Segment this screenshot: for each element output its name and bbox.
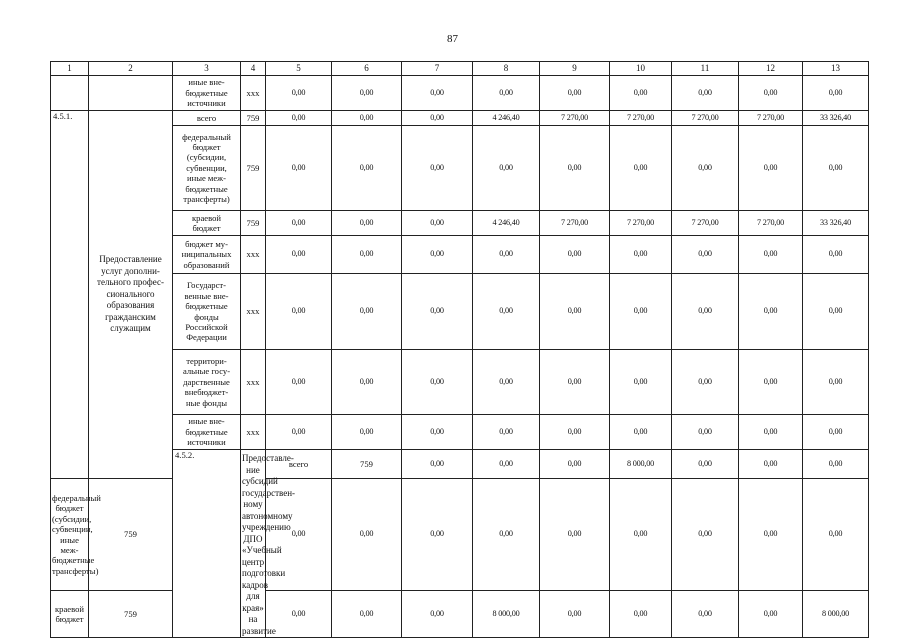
amount-cell: 0,00 [803, 274, 869, 350]
amount-cell: 0,00 [332, 126, 402, 211]
amount-cell: 0,00 [540, 126, 610, 211]
amount-cell: 0,00 [610, 478, 672, 591]
funding-source: всего [173, 111, 241, 126]
funding-source: Государст- венные вне- бюджетные фонды Российской Федерации [173, 274, 241, 350]
amount-cell: 0,00 [540, 591, 610, 638]
amount-cell: 0,00 [332, 415, 402, 450]
amount-cell: 33 326,40 [803, 111, 869, 126]
amount-cell: 0,00 [672, 350, 739, 415]
amount-cell: 0,00 [332, 76, 402, 111]
column-header-2: 2 [89, 62, 173, 76]
amount-cell: 0,00 [610, 350, 672, 415]
amount-cell: 0,00 [610, 236, 672, 274]
funding-source: всего [266, 450, 332, 479]
amount-cell: 0,00 [332, 111, 402, 126]
amount-cell: 0,00 [803, 350, 869, 415]
funding-source: иные вне- бюджетные источники [173, 76, 241, 111]
amount-cell: 4 246,40 [473, 111, 540, 126]
amount-cell: 0,00 [332, 591, 402, 638]
amount-cell: 7 270,00 [739, 111, 803, 126]
amount-cell: 4 246,40 [473, 211, 540, 236]
item-number: 4.5.2. [173, 450, 241, 638]
amount-cell: 0,00 [266, 76, 332, 111]
funding-source: территори- альные госу- дарственные внебюджет- ные фонды [173, 350, 241, 415]
budget-code: 759 [241, 211, 266, 236]
amount-cell: 0,00 [332, 350, 402, 415]
table-row [51, 126, 869, 211]
amount-cell: 0,00 [332, 478, 402, 591]
amount-cell: 0,00 [266, 274, 332, 350]
amount-cell: 0,00 [266, 126, 332, 211]
budget-code: 759 [241, 111, 266, 126]
amount-cell: 0,00 [540, 478, 610, 591]
budget-code: ххх [241, 236, 266, 274]
table-row [51, 350, 869, 415]
amount-cell: 0,00 [473, 126, 540, 211]
column-header-9: 9 [540, 62, 610, 76]
amount-cell: 7 270,00 [672, 111, 739, 126]
amount-cell: 0,00 [332, 236, 402, 274]
amount-cell: 0,00 [402, 350, 473, 415]
item-number: 4.5.1. [51, 111, 89, 479]
amount-cell: 0,00 [672, 236, 739, 274]
amount-cell: 0,00 [540, 274, 610, 350]
amount-cell: 0,00 [739, 450, 803, 479]
table-row [51, 236, 869, 274]
amount-cell: 0,00 [610, 76, 672, 111]
column-header-6: 6 [332, 62, 402, 76]
amount-cell: 33 326,40 [803, 211, 869, 236]
amount-cell: 0,00 [610, 126, 672, 211]
empty-cell [51, 76, 89, 111]
amount-cell: 0,00 [266, 236, 332, 274]
amount-cell: 0,00 [540, 350, 610, 415]
column-header-1: 1 [51, 62, 89, 76]
table-body [51, 62, 869, 638]
amount-cell: 0,00 [803, 236, 869, 274]
amount-cell: 7 270,00 [672, 211, 739, 236]
amount-cell: 0,00 [266, 478, 332, 591]
amount-cell: 0,00 [803, 450, 869, 479]
amount-cell: 0,00 [540, 415, 610, 450]
amount-cell: 0,00 [473, 350, 540, 415]
table-row [51, 450, 869, 479]
amount-cell: 0,00 [473, 274, 540, 350]
column-header-12: 12 [739, 62, 803, 76]
budget-code: 759 [89, 591, 173, 638]
funding-source: краевой бюджет [51, 591, 89, 638]
budget-code: 759 [241, 126, 266, 211]
amount-cell: 0,00 [266, 350, 332, 415]
amount-cell: 0,00 [672, 274, 739, 350]
amount-cell: 0,00 [672, 478, 739, 591]
column-header-3: 3 [173, 62, 241, 76]
amount-cell: 0,00 [402, 415, 473, 450]
item-name: Предоставление услуг дополни- тельного профес- сионального образования гражданским служащим [89, 111, 173, 479]
header-row [51, 62, 869, 76]
amount-cell: 0,00 [540, 450, 610, 479]
budget-table [50, 61, 869, 638]
column-header-13: 13 [803, 62, 869, 76]
amount-cell: 7 270,00 [540, 111, 610, 126]
amount-cell: 8 000,00 [803, 591, 869, 638]
amount-cell: 0,00 [402, 111, 473, 126]
budget-code: ххх [241, 415, 266, 450]
amount-cell: 7 270,00 [610, 111, 672, 126]
amount-cell: 0,00 [266, 211, 332, 236]
column-header-7: 7 [402, 62, 473, 76]
amount-cell: 0,00 [739, 415, 803, 450]
budget-code: ххх [241, 274, 266, 350]
item-name: Предоставле- ние субсидий государствен- ному автономному учреждению ДПО «Учебный центр подготовки кадров для края» на развитие [241, 450, 266, 638]
amount-cell: 0,00 [540, 236, 610, 274]
amount-cell: 0,00 [402, 126, 473, 211]
amount-cell: 0,00 [473, 478, 540, 591]
amount-cell: 8 000,00 [473, 591, 540, 638]
amount-cell: 0,00 [402, 236, 473, 274]
amount-cell: 7 270,00 [739, 211, 803, 236]
amount-cell: 0,00 [739, 236, 803, 274]
column-header-10: 10 [610, 62, 672, 76]
amount-cell: 0,00 [672, 415, 739, 450]
amount-cell: 0,00 [739, 274, 803, 350]
amount-cell: 0,00 [803, 126, 869, 211]
amount-cell: 0,00 [402, 450, 473, 479]
amount-cell: 7 270,00 [610, 211, 672, 236]
table-row [51, 415, 869, 450]
amount-cell: 0,00 [473, 415, 540, 450]
amount-cell: 0,00 [266, 591, 332, 638]
amount-cell: 0,00 [402, 211, 473, 236]
page-number: 87 [447, 33, 458, 45]
table-row [51, 76, 869, 111]
budget-code: ххх [241, 76, 266, 111]
budget-code: ххх [241, 350, 266, 415]
funding-source: федеральный бюджет (субсидии, субвенции, иные меж- бюджетные трансферты) [51, 478, 89, 591]
empty-cell [89, 76, 173, 111]
amount-cell: 0,00 [332, 211, 402, 236]
amount-cell: 0,00 [672, 450, 739, 479]
amount-cell: 0,00 [739, 478, 803, 591]
column-header-11: 11 [672, 62, 739, 76]
amount-cell: 7 270,00 [540, 211, 610, 236]
column-header-4: 4 [241, 62, 266, 76]
amount-cell: 0,00 [266, 415, 332, 450]
funding-source: федеральный бюджет (субсидии, субвенции, иные меж- бюджетные трансферты) [173, 126, 241, 211]
funding-source: бюджет му- ниципальных образований [173, 236, 241, 274]
funding-source: краевой бюджет [173, 211, 241, 236]
amount-cell: 0,00 [402, 591, 473, 638]
amount-cell: 0,00 [739, 76, 803, 111]
amount-cell: 0,00 [672, 126, 739, 211]
amount-cell: 0,00 [610, 591, 672, 638]
amount-cell: 0,00 [266, 111, 332, 126]
amount-cell: 0,00 [739, 126, 803, 211]
table-row [51, 111, 869, 126]
amount-cell: 0,00 [739, 350, 803, 415]
amount-cell: 0,00 [610, 274, 672, 350]
amount-cell: 0,00 [402, 478, 473, 591]
budget-code: 759 [332, 450, 402, 479]
funding-source: иные вне- бюджетные источники [173, 415, 241, 450]
amount-cell: 0,00 [739, 591, 803, 638]
amount-cell: 0,00 [473, 236, 540, 274]
amount-cell: 0,00 [540, 76, 610, 111]
amount-cell: 0,00 [803, 415, 869, 450]
amount-cell: 0,00 [473, 450, 540, 479]
amount-cell: 8 000,00 [610, 450, 672, 479]
amount-cell: 0,00 [473, 76, 540, 111]
amount-cell: 0,00 [332, 274, 402, 350]
amount-cell: 0,00 [610, 415, 672, 450]
column-header-8: 8 [473, 62, 540, 76]
amount-cell: 0,00 [672, 591, 739, 638]
amount-cell: 0,00 [672, 76, 739, 111]
amount-cell: 0,00 [803, 76, 869, 111]
table-row [51, 274, 869, 350]
table-row [51, 211, 869, 236]
amount-cell: 0,00 [803, 478, 869, 591]
amount-cell: 0,00 [402, 274, 473, 350]
amount-cell: 0,00 [402, 76, 473, 111]
column-header-5: 5 [266, 62, 332, 76]
budget-code: 759 [89, 478, 173, 591]
